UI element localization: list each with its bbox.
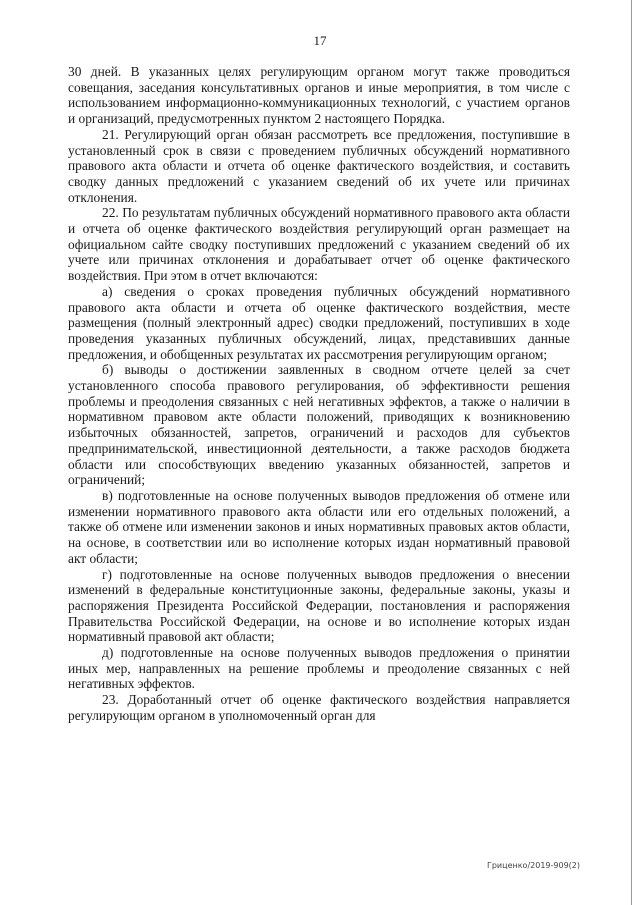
subparagraph-d: д) подготовленные на основе полученных выводов предложения о принятии иных мер, направленных на решение проблемы и преодоление связанных с ней негативных эффектов. <box>68 645 570 692</box>
subparagraph-v: в) подготовленные на основе полученных выводов предложения об отмене или изменении нормативного правового акта области или его отдельных положений, а также об отмене или изменении законов и иных нормативных правовых актов области, на основе, в соответствии или во исполнение которых издан нормативный правовой акт области; <box>68 487 570 566</box>
document-body <box>68 64 570 724</box>
scan-edge-line <box>631 0 632 905</box>
paragraph-21: 21. Регулирующий орган обязан рассмотреть все предложения, поступившие в установленный срок в связи с проведением публичных обсуждений нормативного правового акта области и отчета об оценке фактического воздействия, и составить сводку данных предложений с указанием сведений об их учете или причинах отклонения. <box>68 126 570 205</box>
page-number: 17 <box>313 33 327 48</box>
subparagraph-a: а) сведения о сроках проведения публичных обсуждений нормативного правового акта области и отчета об оценке фактического воздействия, месте размещения (полный электронный адрес) сводки предложений, поступивших в ходе проведения указанных публичных обсуждений, лицах, представивших данные предложения, и обобщенных результатах их рассмотрения регулирующим органом; <box>68 283 570 362</box>
paragraph-23: 23. Доработанный отчет об оценке фактического воздействия направляется регулирующим органом в уполномоченный орган для <box>68 692 570 723</box>
paragraph-22: 22. По результатам публичных обсуждений нормативного правового акта области и отчета об оценке фактического воздействия регулирующий орган размещает на официальном сайте сводку поступивших предложений с указанием сведений об их учете или причинах отклонения и дорабатывает отчет об оценке фактического воздействия. При этом в отчет включаются: <box>68 205 570 284</box>
footer-document-code: Гриценко/2019-909(2) <box>486 861 580 870</box>
subparagraph-b: б) выводы о достижении заявленных в сводном отчете целей за счет установленного способа правового регулирования, об эффективности решения проблемы и преодоления связанных с ней негативных эффектов, а также о наличии в нормативном правовом акте области положений, приводящих к возникновению избыточных обязанностей, запретов, ограничений и расходов для субъектов предпринимательской, инвестиционной деятельности, а также расходов бюджета области или способствующих введению указанных обязанностей, запретов и ограничений; <box>68 362 570 488</box>
paragraph-continuation: 30 дней. В указанных целях регулирующим органом могут также проводиться совещания, заседания консультативных органов и иные мероприятия, в том числе с использованием информационно-коммуникационных технологий, с участием органов и организаций, предусмотренных пунктом 2 настоящего Порядка. <box>68 64 570 127</box>
subparagraph-g: г) подготовленные на основе полученных выводов предложения о внесении изменений в федеральные конституционные законы, федеральные законы, указы и распоряжения Президента Российской Федерации, постановления и распоряжения Правительства Российской Федерации, на основе и во исполнение которых издан нормативный правовой акт области; <box>68 566 570 645</box>
